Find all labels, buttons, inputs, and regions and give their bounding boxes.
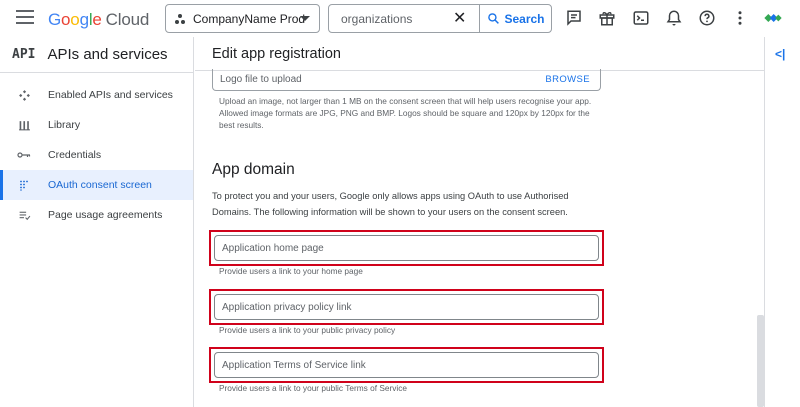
logo-letter: G bbox=[48, 10, 62, 29]
main-content bbox=[195, 37, 764, 407]
google-cloud-logo[interactable] bbox=[48, 10, 149, 30]
browse-button[interactable]: BROWSE bbox=[545, 74, 590, 85]
home-page-hint: Provide users a link to your home page bbox=[219, 266, 363, 276]
more-vert-icon[interactable] bbox=[730, 8, 750, 28]
sidebar-item-enabled-apis[interactable] bbox=[0, 80, 193, 110]
sidebar-header bbox=[0, 37, 193, 73]
sidebar-title: APIs and services bbox=[47, 46, 168, 63]
logo-letter: e bbox=[92, 10, 102, 29]
search-bar bbox=[328, 4, 552, 33]
sidebar-item-label: Enabled APIs and services bbox=[48, 89, 173, 101]
logo-letter: l bbox=[88, 10, 93, 29]
sidebar-item-page-usage-agreements[interactable] bbox=[0, 200, 193, 230]
sidebar-item-library[interactable] bbox=[0, 110, 193, 140]
logo-letter: g bbox=[79, 10, 89, 29]
highlight-box bbox=[209, 230, 604, 266]
highlight-box bbox=[209, 347, 604, 383]
app-domain-description: To protect you and your users, Google only allows apps using OAuth to use Authorised Domains. The following information will be shown to your users on the consent screen. bbox=[212, 191, 569, 217]
app-domain-heading: App domain bbox=[212, 161, 295, 178]
help-icon[interactable] bbox=[697, 8, 717, 28]
sidebar-item-label: Page usage agreements bbox=[48, 209, 163, 221]
sidebar-item-label: Credentials bbox=[48, 149, 102, 161]
logo-upload-hint: Upload an image, not larger than 1 MB on the consent screen that will help users recognise your app. Allowed image formats are JPG, PNG and BMP. Logos should be square and 120px by 120px for the best results. bbox=[219, 96, 592, 130]
library-icon bbox=[17, 118, 31, 132]
top-bar bbox=[0, 0, 800, 37]
logo-suffix: Cloud bbox=[105, 10, 150, 29]
scrollbar[interactable] bbox=[757, 315, 764, 407]
agreements-icon bbox=[17, 208, 31, 222]
logo-letter: o bbox=[70, 10, 80, 29]
gemini-icon[interactable] bbox=[762, 8, 784, 28]
gift-icon[interactable] bbox=[597, 8, 617, 28]
sidebar-item-credentials[interactable] bbox=[0, 140, 193, 170]
cloud-shell-icon[interactable] bbox=[631, 8, 651, 28]
logo-upload-label: Logo file to upload bbox=[220, 74, 302, 85]
enabled-apis-icon bbox=[17, 88, 31, 102]
chevron-down-icon bbox=[300, 16, 310, 21]
sidebar-item-oauth-consent[interactable] bbox=[0, 170, 193, 200]
search-button-label: Search bbox=[504, 11, 545, 26]
search-button[interactable] bbox=[479, 5, 552, 32]
right-panel-rail bbox=[764, 37, 800, 407]
api-icon: API bbox=[12, 47, 36, 62]
terms-of-service-input[interactable] bbox=[214, 352, 599, 378]
sidebar-item-label: Library bbox=[48, 119, 81, 131]
notifications-icon[interactable] bbox=[664, 8, 684, 28]
project-icon bbox=[175, 14, 185, 24]
feedback-icon[interactable] bbox=[564, 8, 584, 28]
search-icon bbox=[487, 12, 500, 25]
home-page-input[interactable] bbox=[214, 235, 599, 261]
expand-panel-icon[interactable]: <| bbox=[775, 47, 786, 61]
project-picker[interactable] bbox=[165, 4, 320, 33]
menu-icon[interactable] bbox=[16, 10, 34, 26]
terms-of-service-hint: Provide users a link to your public Terms of Service bbox=[219, 383, 407, 393]
privacy-policy-input[interactable] bbox=[214, 294, 599, 320]
close-icon[interactable]: ✕ bbox=[453, 10, 467, 27]
key-icon bbox=[17, 148, 31, 162]
page-title: Edit app registration bbox=[195, 37, 764, 71]
project-name: CompanyName Prod bbox=[193, 11, 306, 26]
highlight-box bbox=[209, 289, 604, 325]
logo-upload-field[interactable] bbox=[212, 69, 601, 91]
sidebar-item-label: OAuth consent screen bbox=[48, 179, 152, 191]
search-input[interactable] bbox=[329, 12, 439, 26]
logo-letter: o bbox=[61, 10, 71, 29]
consent-icon bbox=[17, 178, 31, 192]
privacy-policy-hint: Provide users a link to your public privacy policy bbox=[219, 325, 396, 335]
sidebar bbox=[0, 37, 194, 407]
